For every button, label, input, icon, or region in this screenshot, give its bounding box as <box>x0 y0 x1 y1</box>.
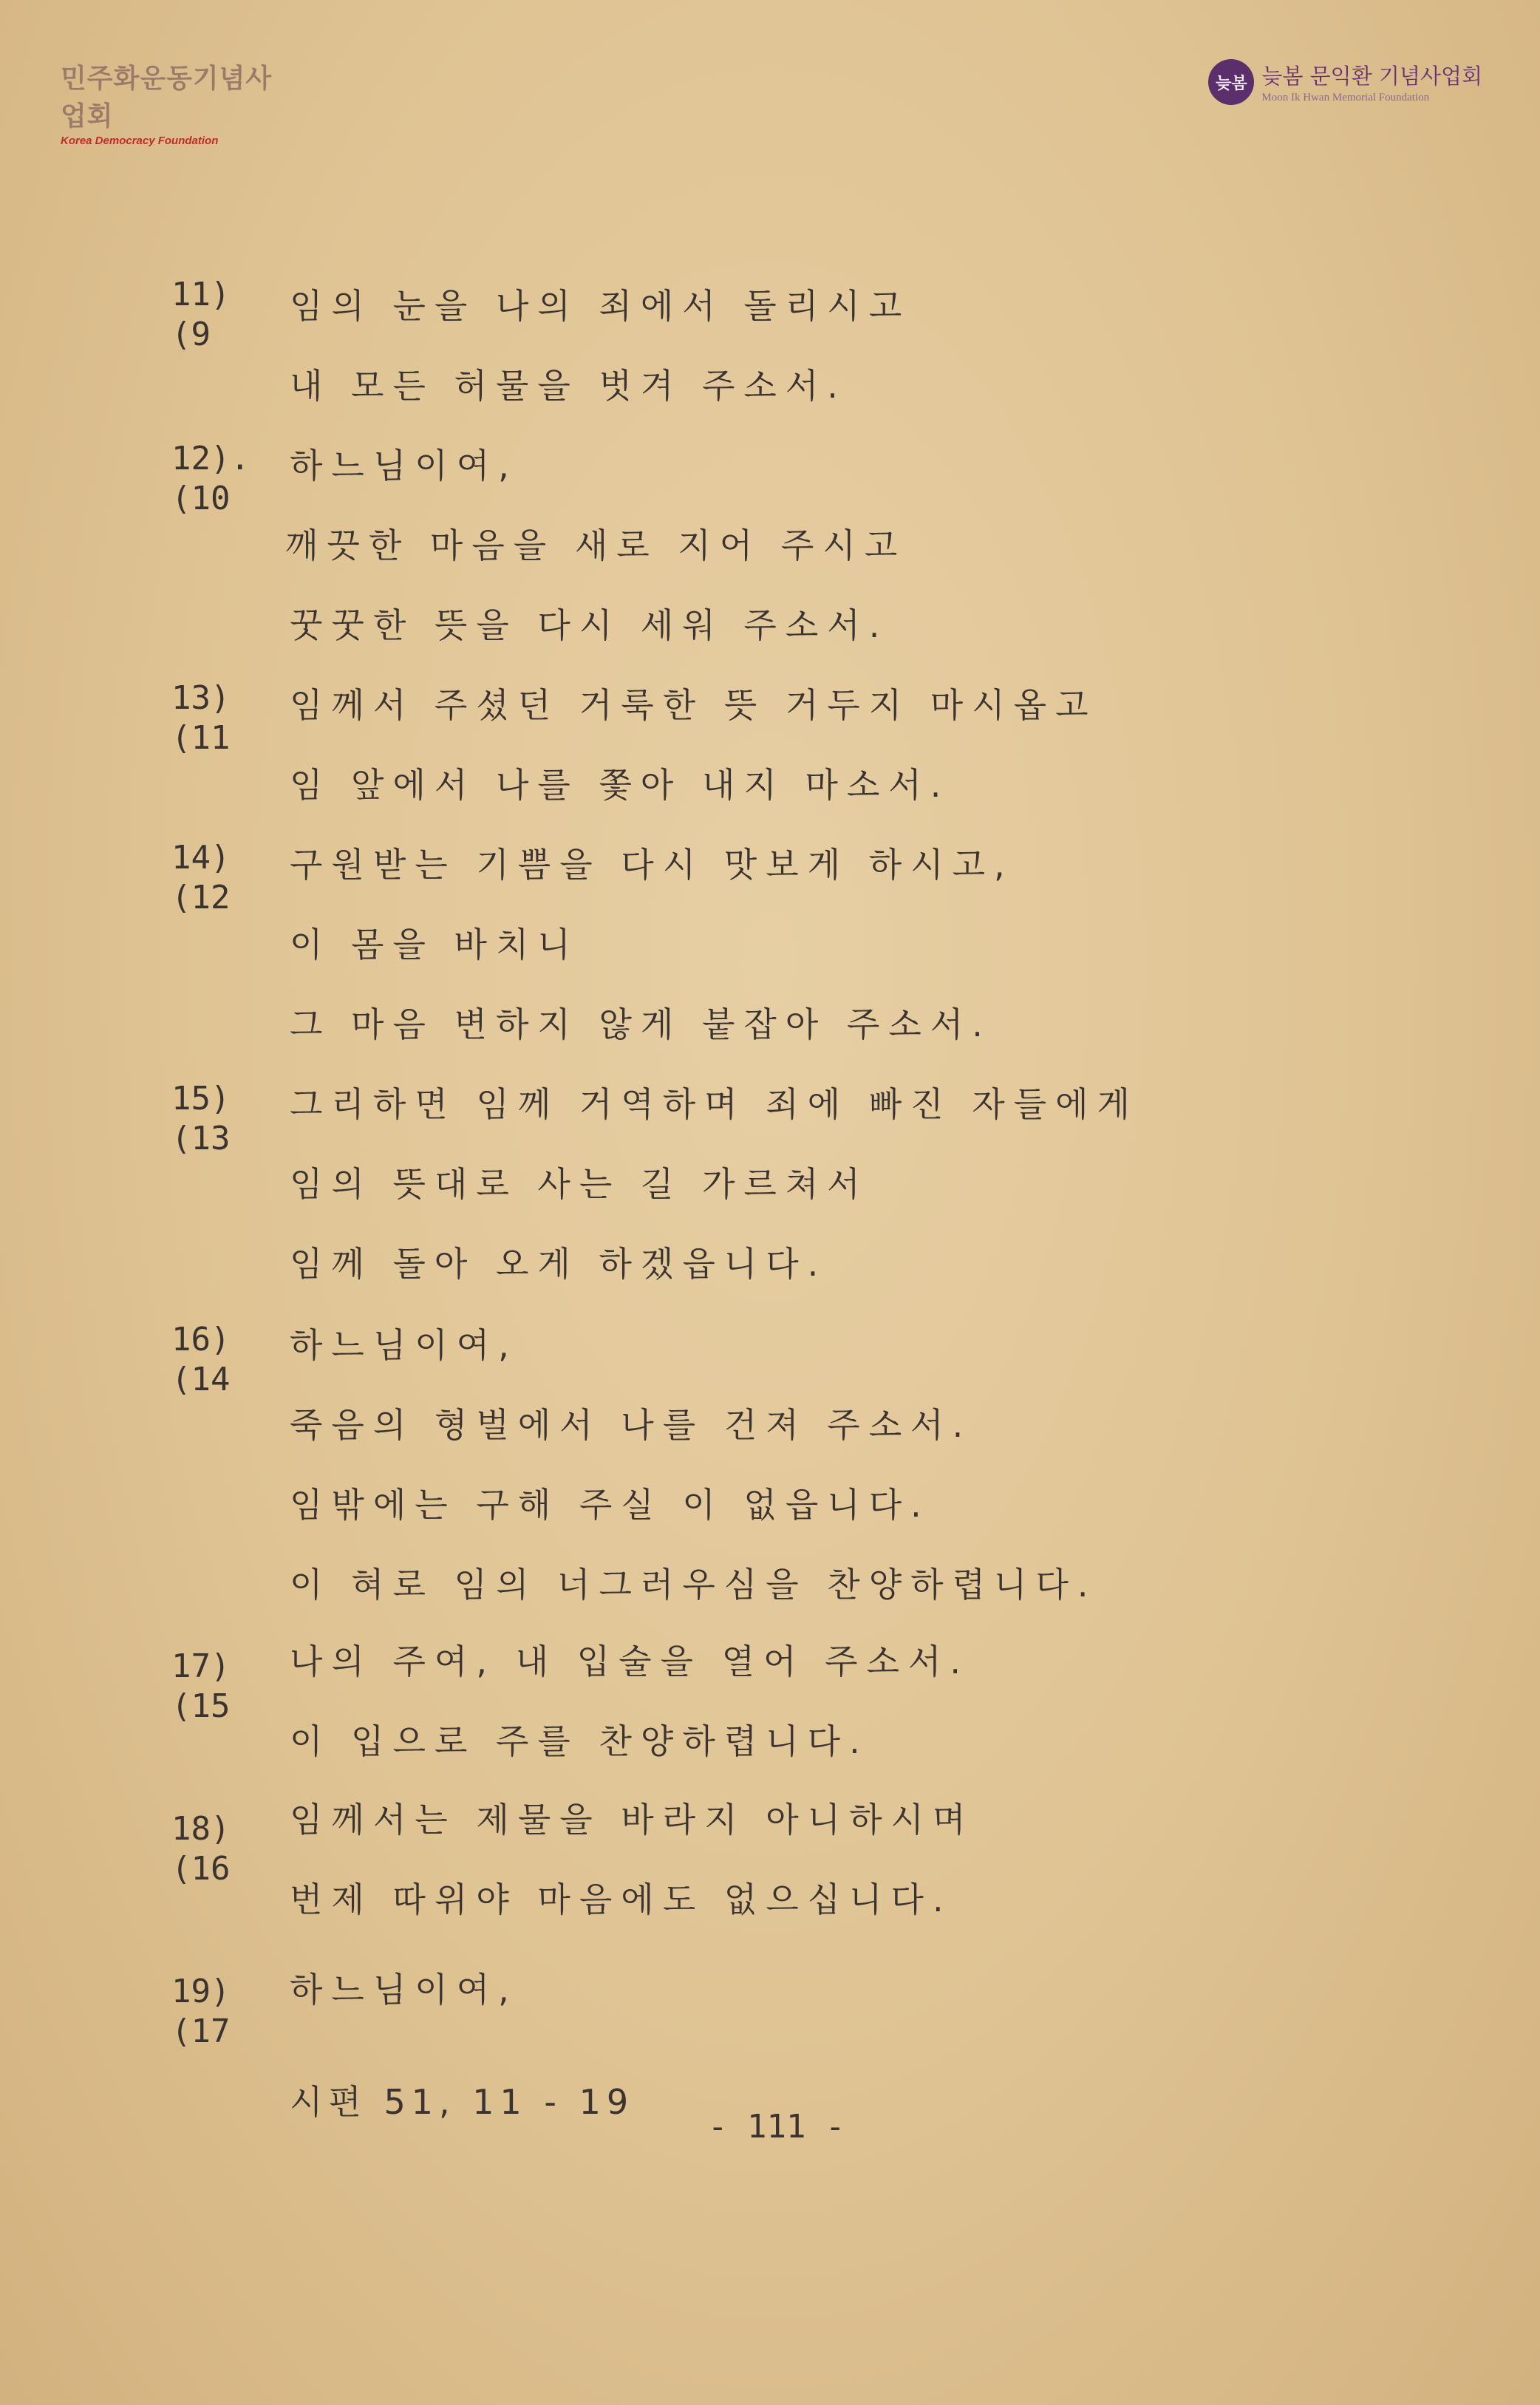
moon-ik-hwan-foundation-logo <box>1208 59 1482 105</box>
verse-number: 16) (14 <box>171 1321 231 1398</box>
verse-line: 구원받는 기쁨을 다시 맛보게 하시고, <box>290 845 1014 885</box>
verse-line: 임의 눈을 나의 죄에서 돌리시고 <box>290 286 911 326</box>
verse-number: 15) (13 <box>171 1080 231 1157</box>
verse-line: 임께서 주셨던 거룩한 뜻 거두지 마시옵고 <box>290 685 1097 725</box>
verse-line: 이 입으로 주를 찬양하렵니다. <box>290 1721 869 1761</box>
logo-left-english: Korea Democracy Foundation <box>61 135 219 147</box>
verse-number: 19) (17 <box>171 1973 231 2050</box>
verse-line: 하느님이여, <box>290 1325 518 1365</box>
verse-line: 이 몸을 바치니 <box>290 925 579 965</box>
verse-line: 하느님이여, <box>290 1970 518 2010</box>
verse-line: 하느님이여, <box>290 446 518 486</box>
verse-line: 깨끗한 마음을 새로 지어 주시고 <box>285 525 907 565</box>
verse-line: 임 앞에서 나를 쫓아 내지 마소서. <box>290 765 950 805</box>
verse-line: 임밖에는 구해 주실 이 없읍니다. <box>290 1485 930 1525</box>
verse-line: 번제 따위야 마음에도 없으십니다. <box>290 1880 953 1919</box>
verse-line: 꿋꿋한 뜻을 다시 세워 주소서. <box>290 605 889 645</box>
logo-right-korean: 늦봄 문익환 기념사업회 <box>1261 64 1482 89</box>
verse-line: 내 모든 허물을 벗겨 주소서. <box>290 366 847 406</box>
verse-number: 17) (15 <box>171 1647 231 1725</box>
verse-line: 나의 주여, 내 입술을 열어 주소서. <box>290 1642 970 1681</box>
seal-icon: 늦봄 <box>1208 59 1254 105</box>
verse-line: 임의 뜻대로 사는 길 가르쳐서 <box>290 1164 869 1204</box>
verse-line: 그 마음 변하지 않게 붙잡아 주소서. <box>290 1004 992 1044</box>
logo-left-korean: 민주화운동기념사업회 <box>61 63 273 132</box>
verse-line: 임께서는 제물을 바라지 아니하시며 <box>290 1800 975 1840</box>
logo-right-english: Moon Ik Hwan Memorial Foundation <box>1261 92 1430 103</box>
verse-number: 14) (12 <box>171 839 231 916</box>
scripture-reference: 시편 51, 11 - 19 <box>290 2082 635 2122</box>
verse-number: 18) (16 <box>171 1810 231 1888</box>
verse-number: 12). (10 <box>171 440 250 517</box>
verse-line: 임께 돌아 오게 하겠읍니다. <box>290 1244 828 1284</box>
verse-number: 11) (9 <box>171 276 231 353</box>
verse-line: 이 혀로 임의 너그러우심을 찬양하렵니다. <box>290 1565 1097 1605</box>
page-number: - 111 - <box>708 2108 845 2146</box>
verse-line: 그리하면 임께 거역하며 죄에 빠진 자들에게 <box>290 1084 1139 1124</box>
korea-democracy-foundation-logo <box>61 58 282 147</box>
verse-line: 죽음의 형벌에서 나를 건져 주소서. <box>290 1405 972 1445</box>
verse-number: 13) (11 <box>171 679 231 757</box>
